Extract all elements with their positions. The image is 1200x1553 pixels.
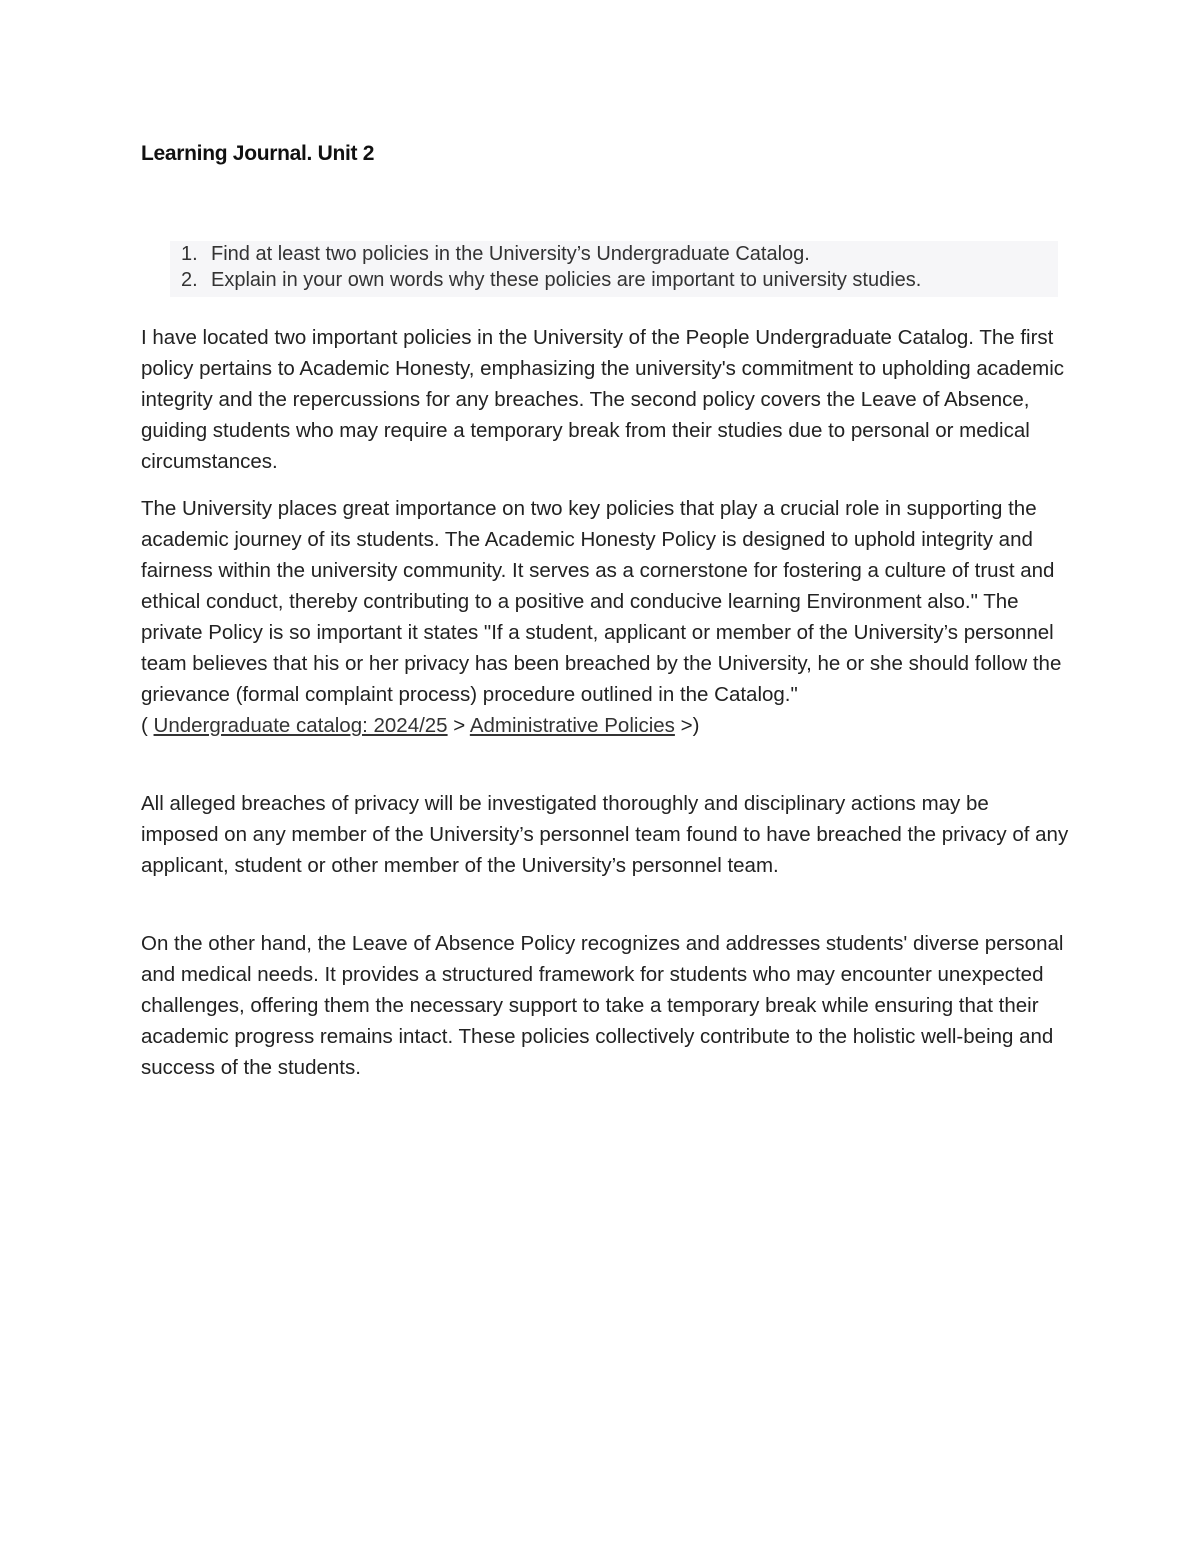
- paragraph-privacy-breaches: All alleged breaches of privacy will be investigated thoroughly and disciplinary actions may be imposed on any member of the University’s personnel team found to have breached the privacy of any applicant, student or other member of the University’s personnel team.: [141, 792, 1069, 877]
- paragraph-text: The University places great importance on two key policies that play a crucial role in supporting the academic journey of its students. The Academic Honesty Policy is designed to uphold integrity and fairness within the university community. It serves as a cornerstone for fostering a culture of trust and ethical conduct, thereby contributing to a positive and conducive learning Environment also." The private Policy is so important it states "If a student, applicant or member of the University’s personnel team believes that his or her privacy has been breached by the University, he or she should follow the grievance (formal complaint process) procedure outlined in the Catalog.": [141, 497, 1062, 706]
- paragraph-academic-honesty: [141, 493, 1071, 741]
- list-item: [170, 241, 1058, 267]
- paragraph-policies-located: I have located two important policies in the University of the People Undergraduate Catalog. The first policy pertains to Academic Honesty, emphasizing the university's commitment to upholding academic integrity and the repercussions for any breaches. The second policy covers the Leave of Absence, guiding students who may require a temporary break from their studies due to personal or medical circumstances.: [141, 326, 1065, 473]
- list-item-number: 2.: [181, 269, 198, 291]
- list-item-number: 1.: [181, 243, 198, 265]
- administrative-policies-link[interactable]: Administrative Policies: [469, 714, 675, 737]
- list-item: [170, 267, 1058, 293]
- undergraduate-catalog-link[interactable]: Undergraduate catalog: 2024/25: [153, 714, 448, 737]
- reference-line: ( Undergraduate catalog: 2024/25 > Administrative Policies >): [141, 714, 700, 737]
- list-item-text: Find at least two policies in the University’s Undergraduate Catalog.: [211, 243, 810, 265]
- list-item-text: Explain in your own words why these policies are important to university studies.: [211, 269, 922, 291]
- task-list: [170, 241, 1058, 297]
- paragraph-leave-of-absence: On the other hand, the Leave of Absence Policy recognizes and addresses students' diverse personal and medical needs. It provides a structured framework for students who may encounter unexpected challenges, offering them the necessary support to take a temporary break while ensuring that their academic progress remains intact. These policies collectively contribute to the holistic well-being and success of the students.: [141, 932, 1064, 1079]
- document-title: Learning Journal. Unit 2: [141, 142, 375, 165]
